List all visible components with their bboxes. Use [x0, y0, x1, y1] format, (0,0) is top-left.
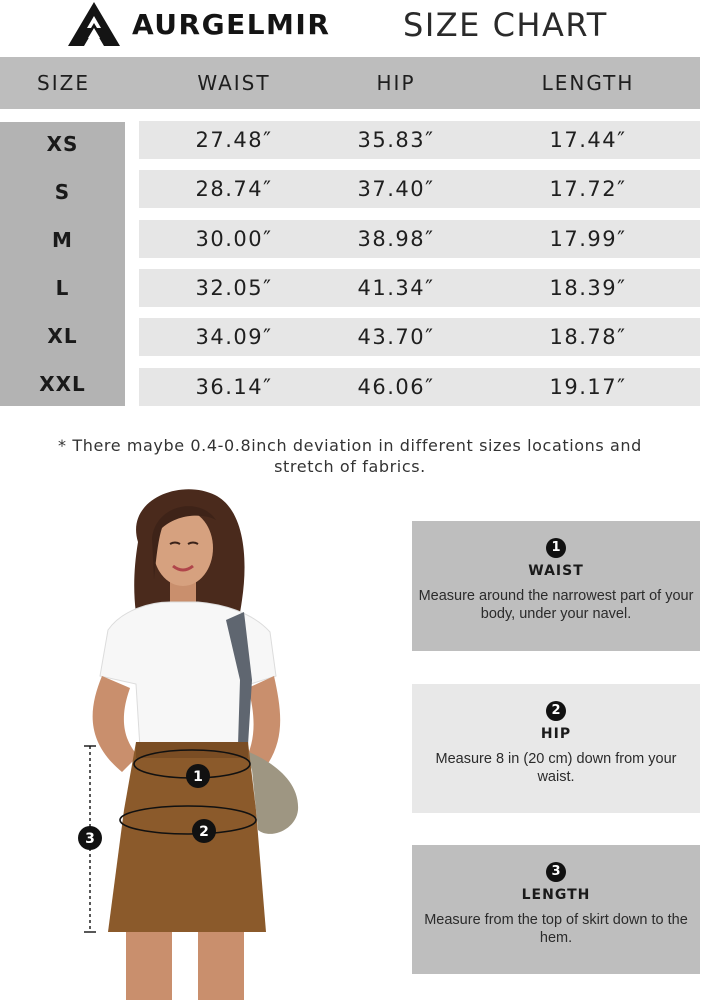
- length-marker-number: 3: [85, 831, 95, 847]
- hip-value: 41.34″: [357, 276, 435, 300]
- size-column: [0, 122, 125, 406]
- waist-value: 28.74″: [195, 177, 273, 201]
- hip-marker-number: 2: [199, 824, 209, 840]
- column-header-size: SIZE: [37, 71, 90, 95]
- size-label: XL: [47, 324, 78, 348]
- table-row: [139, 220, 700, 258]
- hip-value: 46.06″: [357, 375, 435, 399]
- table-row: [139, 121, 700, 159]
- deviation-note: * There maybe 0.4-0.8inch deviation in different sizes locations and stretch of fabrics.: [58, 436, 642, 476]
- hip-value: 43.70″: [357, 325, 435, 349]
- column-header-length: LENGTH: [541, 71, 635, 95]
- table-row: [139, 170, 700, 208]
- waist-value: 30.00″: [195, 227, 273, 251]
- brand-name: AURGELMIR: [132, 8, 331, 41]
- hip-value: 35.83″: [357, 128, 435, 152]
- table-row: [139, 318, 700, 356]
- column-header-hip: HIP: [376, 71, 416, 95]
- length-value: 17.72″: [549, 177, 627, 201]
- size-label: S: [54, 180, 71, 204]
- size-label: L: [55, 276, 70, 300]
- hip-value: 37.40″: [357, 177, 435, 201]
- waist-measure-box: [412, 521, 700, 651]
- length-measure-box: [412, 845, 700, 974]
- number-3-icon: 3: [546, 862, 566, 882]
- size-label: XS: [46, 132, 79, 156]
- hip-title: HIP: [540, 726, 572, 742]
- table-row: [139, 269, 700, 307]
- waist-description: Measure around the narrowest part of your body, under your navel.: [418, 588, 694, 622]
- length-description: Measure from the top of skirt down to the hem.: [424, 912, 688, 946]
- waist-marker-number: 1: [193, 769, 203, 785]
- length-value: 17.44″: [549, 128, 627, 152]
- page-title: SIZE CHART: [403, 6, 608, 44]
- hip-description: Measure 8 in (20 cm) down from your waist.: [435, 751, 677, 785]
- waist-value: 34.09″: [195, 325, 273, 349]
- size-label: XXL: [39, 372, 86, 396]
- number-1-icon: 1: [546, 538, 566, 558]
- mountain-logo-icon: [68, 2, 120, 46]
- table-row: [139, 368, 700, 406]
- size-label: M: [52, 228, 73, 252]
- length-value: 18.39″: [549, 276, 627, 300]
- length-title: LENGTH: [521, 887, 591, 903]
- number-2-icon: 2: [546, 701, 566, 721]
- waist-value: 27.48″: [195, 128, 273, 152]
- waist-value: 32.05″: [195, 276, 273, 300]
- length-value: 19.17″: [549, 375, 627, 399]
- hip-value: 38.98″: [357, 227, 435, 251]
- waist-value: 36.14″: [195, 375, 273, 399]
- length-value: 18.78″: [549, 325, 627, 349]
- table-header: [0, 57, 700, 109]
- waist-title: WAIST: [528, 563, 584, 579]
- model-illustration: [30, 480, 330, 1000]
- hip-measure-box: [412, 684, 700, 813]
- length-value: 17.99″: [549, 227, 627, 251]
- column-header-waist: WAIST: [197, 71, 271, 95]
